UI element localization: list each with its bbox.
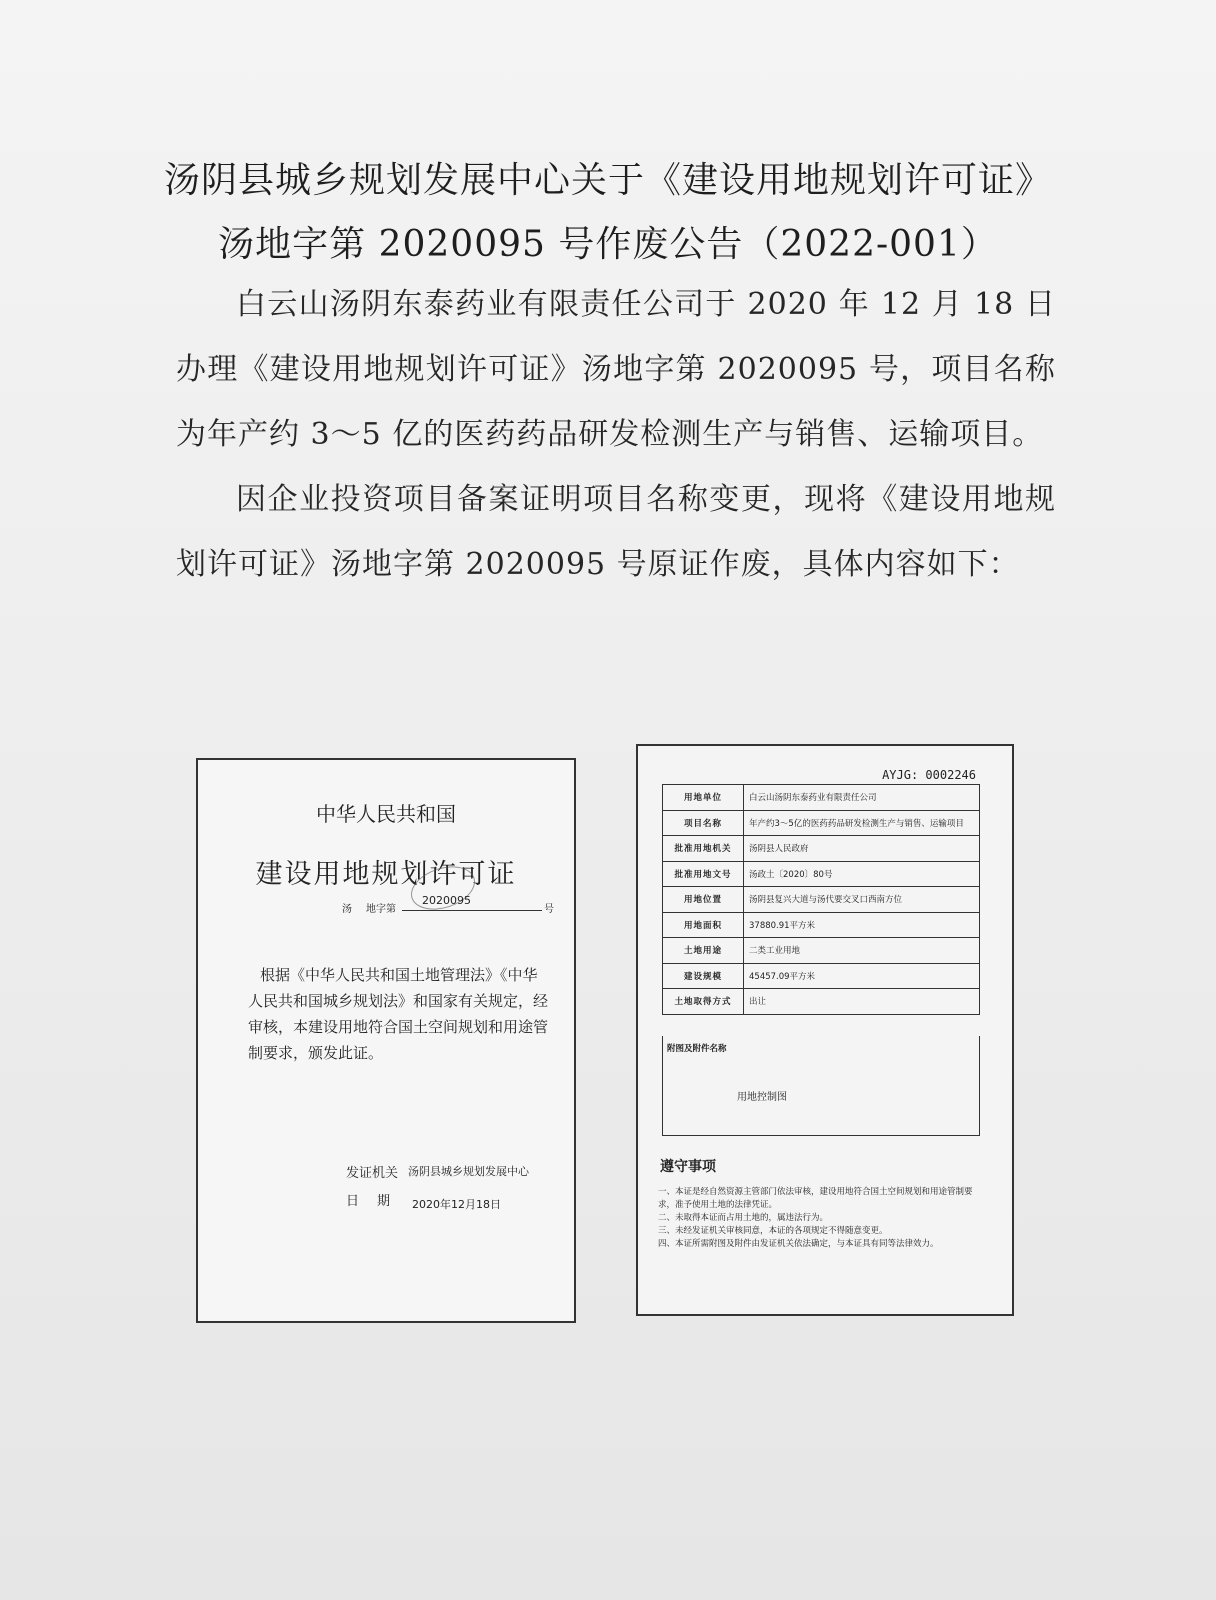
list-item: 四、本证所需附图及附件由发证机关依法确定，与本证具有同等法律效力。 [658, 1239, 939, 1249]
row-value: 45457.09平方米 [744, 963, 980, 989]
list-item: 一、本证是经自然资源主管部门依法审核，建设用地符合国土空间规划和用途管制要求，准予使用土地的法律凭证。 [658, 1187, 973, 1210]
row-label: 项目名称 [663, 810, 744, 836]
notice-list [658, 1186, 988, 1251]
row-value: 汤阴县复兴大道与汤代要交叉口西南方位 [744, 887, 980, 913]
issuer-name: 汤阴县城乡规划发展中心 [408, 1165, 529, 1178]
certificate-number-word: 地字第 [366, 904, 396, 915]
attachments-label: 附图及附件名称 [667, 1044, 727, 1054]
certificate-country: 中华人民共和国 [316, 802, 456, 826]
attachments-box [662, 1036, 980, 1136]
table-row [663, 785, 980, 811]
certificate-number-prefix: 汤 [342, 904, 352, 915]
row-label: 用地单位 [663, 785, 744, 811]
table-row [663, 938, 980, 964]
row-value: 汤政土〔2020〕80号 [744, 861, 980, 887]
notice-paragraph-1: 白云山汤阴东泰药业有限责任公司于 2020 年 12 月 18 日办理《建设用地规划许可证》汤地字第 2020095 号，项目名称为年产约 3～5 亿的医药药品研发检测生产与销售、运输项目。 [176, 287, 1056, 452]
table-row [663, 810, 980, 836]
certificate-name: 建设用地规划许可证 [255, 859, 517, 890]
certificate-serial: AYJG: 0002246 [882, 768, 976, 782]
row-label: 建设规模 [663, 963, 744, 989]
row-value: 出让 [744, 989, 980, 1015]
notice-title-line2: 汤地字第 2020095 号作废公告（2022-001） [218, 224, 998, 265]
table-row [663, 861, 980, 887]
table-row [663, 912, 980, 938]
attachment-item: 用地控制图 [737, 1092, 787, 1103]
row-label: 用地面积 [663, 912, 744, 938]
certificate-cover-page [196, 758, 576, 1323]
certificate-number: 2020095 [422, 894, 471, 907]
table-row [663, 963, 980, 989]
notice-title-line1: 汤阴县城乡规划发展中心关于《建设用地规划许可证》 [163, 160, 1052, 201]
table-row [663, 887, 980, 913]
row-label: 批准用地文号 [663, 861, 744, 887]
table-row [663, 989, 980, 1015]
row-label: 批准用地机关 [663, 836, 744, 862]
certificate-body-text: 根据《中华人民共和国土地管理法》《中华人民共和国城乡规划法》和国家有关规定，经审核，本建设用地符合国土空间规划和用途管制要求，颁发此证。 [248, 966, 549, 1062]
certificate-detail-page [636, 744, 1014, 1316]
notice-paragraph-2: 因企业投资项目备案证明项目名称变更，现将《建设用地规划许可证》汤地字第 2020095 号原证作废，具体内容如下： [176, 482, 1056, 582]
row-value: 37880.91平方米 [744, 912, 980, 938]
row-value: 白云山汤阴东泰药业有限责任公司 [744, 785, 980, 811]
notice-section-title: 遵守事项 [660, 1159, 716, 1175]
row-label: 用地位置 [663, 887, 744, 913]
issuer-label: 发证机关 [346, 1166, 399, 1181]
list-item: 二、未取得本证而占用土地的，属违法行为。 [658, 1213, 829, 1223]
list-item: 三、未经发证机关审核同意，本证的各项规定不得随意变更。 [658, 1226, 888, 1236]
row-value: 汤阴县人民政府 [744, 836, 980, 862]
issue-date: 2020年12月18日 [412, 1198, 501, 1211]
certificate-details-table [662, 784, 980, 1015]
number-underline [402, 910, 542, 911]
row-label: 土地用途 [663, 938, 744, 964]
certificate-number-suffix: 号 [544, 904, 554, 915]
row-value: 年产约3～5亿的医药药品研发检测生产与销售、运输项目 [744, 810, 980, 836]
date-label: 日期 [346, 1194, 409, 1209]
row-value: 二类工业用地 [744, 938, 980, 964]
row-label: 土地取得方式 [663, 989, 744, 1015]
table-row [663, 836, 980, 862]
